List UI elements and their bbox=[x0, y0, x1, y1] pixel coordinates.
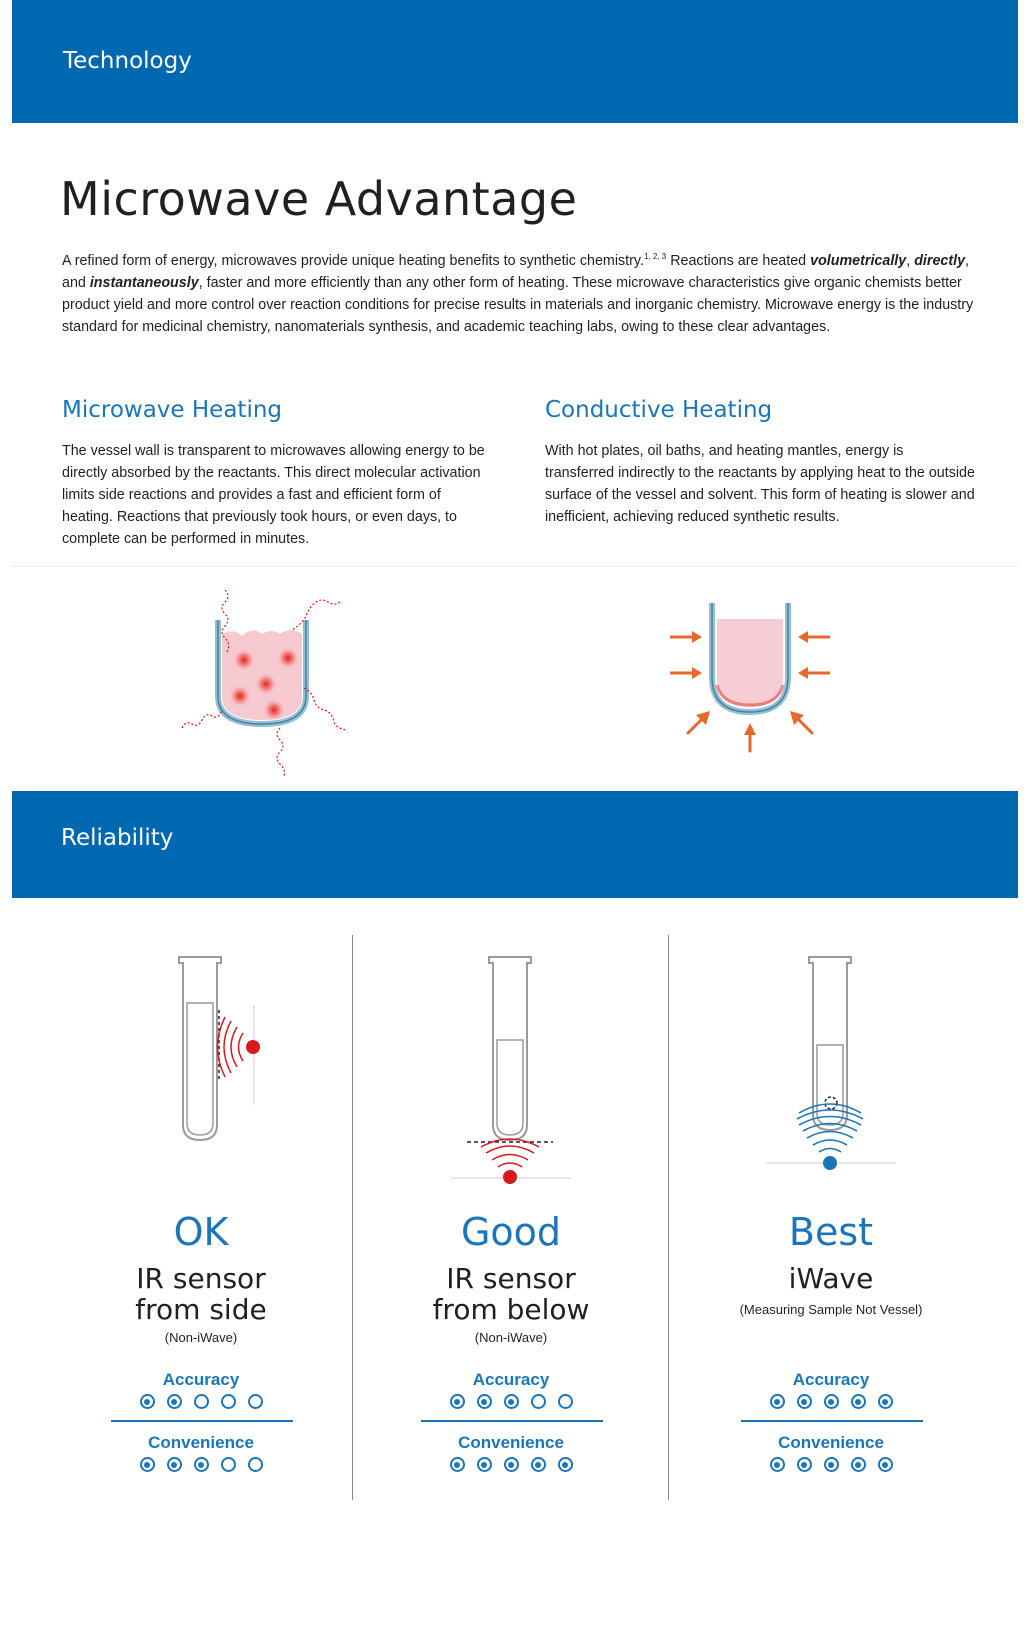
rating-dot-filled bbox=[167, 1457, 182, 1472]
column-divider bbox=[668, 935, 669, 1500]
intro-paragraph bbox=[62, 250, 982, 338]
metric-divider bbox=[741, 1420, 923, 1422]
rating-dot-filled bbox=[450, 1394, 465, 1409]
sensor-note: (Non-iWave) bbox=[164, 1330, 238, 1345]
side-ir-sensor-illustration bbox=[71, 945, 331, 1185]
conductive-heating-text: With hot plates, oil baths, and heating mantles, energy is transferred indirectly to the reactants by applying heat to the outside surface of the vessel and solvent. This form of heating is slower and inefficient, achieving reduced synthetic results. bbox=[545, 443, 975, 525]
rating-dot-filled bbox=[824, 1457, 839, 1472]
ir-sensor-dot bbox=[503, 1170, 517, 1184]
intro-emphasis: instantaneously bbox=[89, 275, 199, 291]
rating-dot-filled bbox=[824, 1394, 839, 1409]
energized-molecule bbox=[277, 647, 299, 669]
sensor-name bbox=[71, 1263, 331, 1325]
rating-dot-filled bbox=[851, 1394, 866, 1409]
energized-molecule bbox=[263, 699, 285, 721]
rating-dot-filled bbox=[851, 1457, 866, 1472]
sensor-name-line1: iWave bbox=[788, 1262, 874, 1295]
sensor-name-line1: IR sensor bbox=[136, 1262, 266, 1295]
sensor-note: (Non-iWave) bbox=[474, 1330, 548, 1345]
below-ir-sensor-illustration bbox=[381, 945, 641, 1185]
conductive-heating-illustration bbox=[670, 595, 830, 755]
reliability-banner bbox=[12, 791, 1018, 898]
rating-dot-filled bbox=[450, 1457, 465, 1472]
rating-dot-empty bbox=[221, 1457, 236, 1472]
rating-label: OK bbox=[173, 1210, 229, 1254]
rating-dot-filled bbox=[797, 1457, 812, 1472]
rating-dot-filled bbox=[797, 1394, 812, 1409]
convenience-rating bbox=[701, 1457, 961, 1472]
sensor-note: (Measuring Sample Not Vessel) bbox=[739, 1302, 923, 1317]
accuracy-label: Accuracy bbox=[472, 1370, 550, 1389]
rating-dot-filled bbox=[770, 1457, 785, 1472]
sensor-name-line1: IR sensor bbox=[446, 1262, 576, 1295]
accuracy-rating bbox=[701, 1394, 961, 1409]
convenience-label: Convenience bbox=[458, 1433, 564, 1452]
convenience-rating bbox=[381, 1457, 641, 1472]
rating-dot-filled bbox=[477, 1457, 492, 1472]
iwave-sensor-dot bbox=[823, 1156, 837, 1170]
accuracy-label: Accuracy bbox=[792, 1370, 870, 1389]
rating-dot-filled bbox=[140, 1394, 155, 1409]
convenience-rating bbox=[71, 1457, 331, 1472]
rating-dot-filled bbox=[504, 1457, 519, 1472]
microwave-heating-text: The vessel wall is transparent to microwaves allowing energy to be directly absorbed by the reactants. This direct molecular activation limits side reactions and provides a fast and efficient form of heating. Reactions that previously took hours, or even days, to complete can be performed in minutes. bbox=[62, 443, 485, 547]
rating-dot-empty bbox=[221, 1394, 236, 1409]
rating-label: Best bbox=[788, 1210, 874, 1254]
rating-dot-empty bbox=[248, 1394, 263, 1409]
rating-dot-filled bbox=[878, 1457, 893, 1472]
accuracy-label: Accuracy bbox=[162, 1370, 240, 1389]
intro-emphasis: volumetrically bbox=[810, 253, 907, 269]
rating-dot-filled bbox=[531, 1457, 546, 1472]
rating-label: Good bbox=[460, 1210, 562, 1254]
intro-text: Reactions are heated bbox=[666, 253, 811, 269]
intro-text: A refined form of energy, microwaves provide unique heating benefits to synthetic chemistry. bbox=[62, 253, 644, 269]
technology-banner bbox=[12, 0, 1018, 123]
accuracy-rating bbox=[381, 1394, 641, 1409]
metric-divider bbox=[111, 1420, 293, 1422]
intro-text: , faster and more efficiently than any other form of heating. These microwave characteristics give organic chemists better product yield and more control over reaction conditions for precise results in materials and inorganic chemistry. Microwave energy is the industry standard for medicinal chemistry, nanomaterials synthesis, and academic teaching labs, owing to these clear advantages. bbox=[62, 275, 974, 335]
conductive-heating-heading: Conductive Heating bbox=[545, 397, 773, 423]
ir-sensor-dot bbox=[246, 1040, 260, 1054]
rating-dot-filled bbox=[194, 1457, 209, 1472]
convenience-label: Convenience bbox=[778, 1433, 884, 1452]
energized-molecule bbox=[255, 673, 277, 695]
reliability-heading: Reliability bbox=[61, 825, 174, 851]
rating-dot-empty bbox=[248, 1457, 263, 1472]
intro-text: , and bbox=[62, 253, 970, 291]
rating-dot-filled bbox=[167, 1394, 182, 1409]
technology-heading: Technology bbox=[63, 48, 192, 74]
page-title: Microwave Advantage bbox=[60, 172, 578, 226]
section-divider bbox=[12, 566, 1018, 567]
iwave-sensor-illustration bbox=[701, 945, 961, 1185]
intro-footnote-refs: 1, 2, 3 bbox=[643, 252, 667, 262]
sensor-name-line2: from side bbox=[135, 1293, 267, 1326]
sensor-name-line2: from below bbox=[432, 1293, 590, 1326]
energized-molecule bbox=[229, 685, 251, 707]
convenience-label: Convenience bbox=[148, 1433, 254, 1452]
rating-dot-filled bbox=[878, 1394, 893, 1409]
sensor-name bbox=[381, 1263, 641, 1325]
energized-molecule bbox=[233, 649, 255, 671]
metric-divider bbox=[421, 1420, 603, 1422]
rating-dot-filled bbox=[140, 1457, 155, 1472]
rating-dot-empty bbox=[531, 1394, 546, 1409]
rating-dot-filled bbox=[504, 1394, 519, 1409]
rating-dot-filled bbox=[477, 1394, 492, 1409]
sensor-name bbox=[701, 1263, 961, 1294]
rating-dot-empty bbox=[558, 1394, 573, 1409]
rating-dot-empty bbox=[194, 1394, 209, 1409]
rating-dot-filled bbox=[770, 1394, 785, 1409]
accuracy-rating bbox=[71, 1394, 331, 1409]
column-divider bbox=[352, 935, 353, 1500]
microwave-heating-illustration bbox=[180, 588, 370, 778]
rating-dot-filled bbox=[558, 1457, 573, 1472]
microwave-heating-heading: Microwave Heating bbox=[62, 397, 283, 423]
intro-emphasis: directly bbox=[914, 253, 966, 269]
intro-text: , bbox=[906, 253, 915, 269]
